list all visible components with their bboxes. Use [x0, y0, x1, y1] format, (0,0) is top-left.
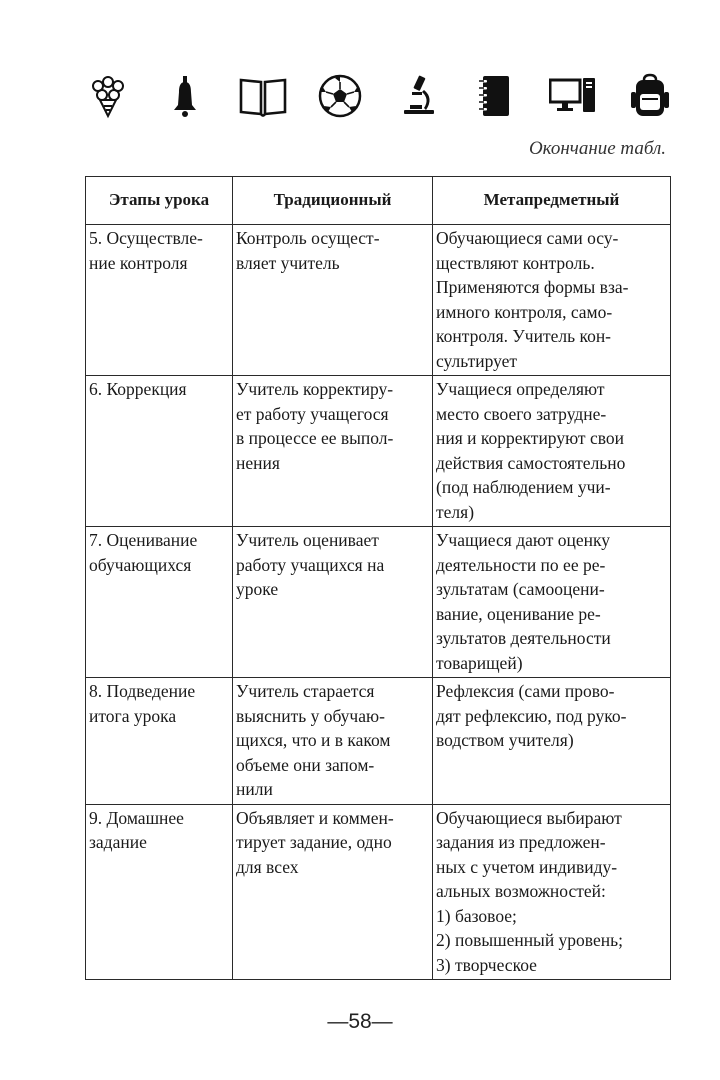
bell-icon [161, 72, 209, 120]
metasubject-cell: Обучающиеся выбирают задания из предложен- ных с учетом индивиду- альных возможностей: 1) базовое; 2) повышенный уровень; 3) творческое [433, 804, 671, 980]
column-header-traditional: Традиционный [233, 177, 433, 225]
backpack-icon [626, 72, 674, 120]
metasubject-cell: Учащиеся дают оценку деятельности по ее ре- зультатам (самооцени- вание, оценивание ре- зультатов деятельности товарищей) [433, 527, 671, 678]
table-continuation-label: Окончание табл. [528, 138, 666, 159]
microscope-icon [394, 72, 442, 120]
table-row [86, 527, 671, 678]
column-header-stage: Этапы урока [86, 177, 233, 225]
stage-cell: 8. Подведение итога урока [86, 678, 233, 805]
traditional-cell: Контроль осущест- вляет учитель [233, 225, 433, 376]
traditional-cell: Учитель оценивает работу учащихся на уроке [233, 527, 433, 678]
traditional-cell: Объявляет и коммен- тирует задание, одно для всех [233, 804, 433, 980]
table-row [86, 804, 671, 980]
lesson-stages-table [85, 176, 671, 980]
traditional-cell: Учитель корректиру- ет работу учащегося в процессе ее выпол- нения [233, 376, 433, 527]
header-icon-row [84, 70, 674, 122]
table-header-row [86, 177, 671, 225]
stage-cell: 5. Осуществле- ние контроля [86, 225, 233, 376]
notebook-icon [471, 72, 519, 120]
stage-cell: 9. Домашнее задание [86, 804, 233, 980]
page-number: —58— [327, 1010, 393, 1033]
column-header-metasubject: Метапредметный [433, 177, 671, 225]
metasubject-cell: Рефлексия (сами прово- дят рефлексию, под руко- водством учителя) [433, 678, 671, 805]
traditional-cell: Учитель старается выяснить у обучаю- щихся, что и в каком объеме они запом- нили [233, 678, 433, 805]
soccer-ball-icon [316, 72, 364, 120]
table-row [86, 225, 671, 376]
metasubject-cell: Обучающиеся сами осу- ществляют контроль. Применяются формы вза- имного контроля, само- контроля. Учитель кон- сультирует [433, 225, 671, 376]
computer-icon [549, 72, 597, 120]
flower-bouquet-icon [84, 72, 132, 120]
stage-cell: 7. Оценивание обучающихся [86, 527, 233, 678]
table-row [86, 376, 671, 527]
stage-cell: 6. Коррекция [86, 376, 233, 527]
metasubject-cell: Учащиеся определяют место своего затрудне- ния и корректируют свои действия самостоятельно (под наблюдением учи- теля) [433, 376, 671, 527]
table-row [86, 678, 671, 805]
open-book-icon [239, 72, 287, 120]
